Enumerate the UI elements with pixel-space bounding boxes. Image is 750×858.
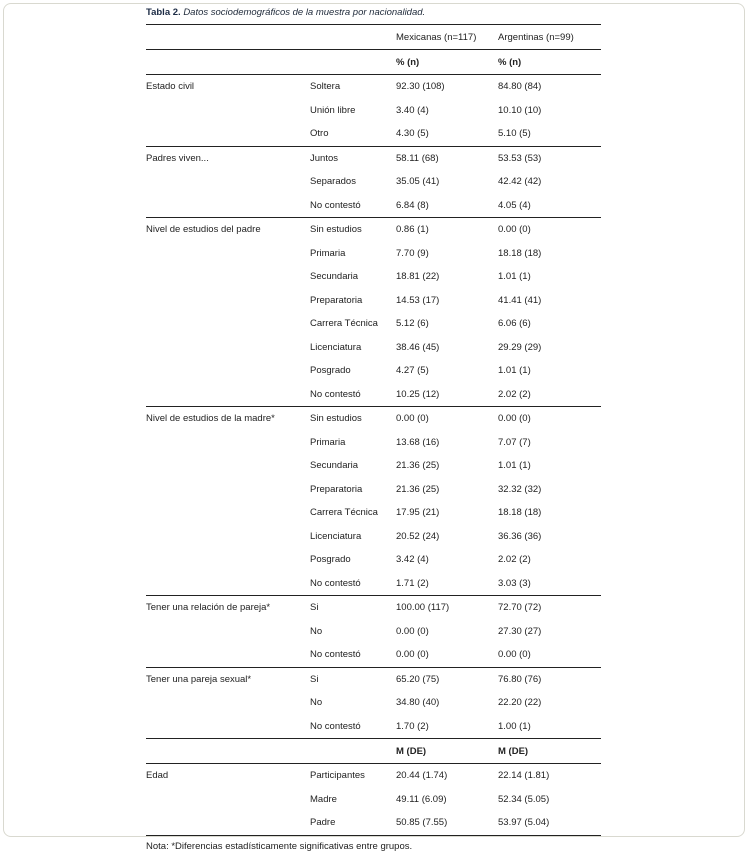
table-note: Nota: *Diferencias estadísticamente significativas entre grupos. — [146, 840, 413, 852]
category-label: Otro — [310, 128, 329, 140]
value-argentinas: 5.10 (5) — [498, 128, 531, 140]
mean-header-mexicanas: M (DE) — [396, 739, 498, 764]
table-row — [146, 289, 601, 313]
category-label: Licenciatura — [310, 341, 362, 353]
category-label: No — [310, 625, 323, 637]
category-label: Separados — [310, 176, 356, 188]
value-mexicanas: 7.70 (9) — [396, 247, 429, 259]
value-argentinas: 6.06 (6) — [498, 318, 531, 330]
table-row — [146, 99, 601, 123]
category-label: Primaria — [310, 436, 346, 448]
value-mexicanas: 20.52 (24) — [396, 530, 440, 542]
table-row — [146, 811, 601, 835]
table-row — [146, 383, 601, 407]
caption-title: Datos sociodemográficos de la muestra por nacionalidad. — [183, 7, 426, 18]
value-mexicanas: 1.71 (2) — [396, 577, 429, 589]
table-row — [146, 122, 601, 146]
variable-label: Nivel de estudios del padre — [146, 218, 310, 242]
category-label: Preparatoria — [310, 483, 363, 495]
value-argentinas: 1.01 (1) — [498, 365, 531, 377]
table-row — [146, 265, 601, 289]
category-label: Si — [310, 596, 396, 620]
table-row — [146, 170, 601, 194]
value-argentinas: 32.32 (32) — [498, 483, 542, 495]
value-mexicanas: 21.36 (25) — [396, 483, 440, 495]
value-mexicanas: 17.95 (21) — [396, 507, 440, 519]
table-row — [146, 764, 601, 788]
value-mexicanas: 0.86 (1) — [396, 218, 498, 242]
header-row-groups — [146, 25, 601, 50]
category-label: No contestó — [310, 720, 361, 732]
table-row — [146, 194, 601, 218]
value-argentinas: 53.97 (5.04) — [498, 817, 550, 829]
value-mexicanas: 5.12 (6) — [396, 318, 429, 330]
category-label: Secundaria — [310, 271, 359, 283]
value-mexicanas: 38.46 (45) — [396, 341, 440, 353]
value-argentinas: 27.30 (27) — [498, 625, 542, 637]
category-label: Posgrado — [310, 554, 351, 566]
value-argentinas: 72.70 (72) — [498, 596, 601, 620]
category-label: Madre — [310, 793, 337, 805]
value-mexicanas: 6.84 (8) — [396, 199, 429, 211]
caption-label: Tabla 2. — [146, 7, 181, 18]
header-row-units — [146, 50, 601, 75]
value-mexicanas: 4.27 (5) — [396, 365, 429, 377]
value-argentinas: 7.07 (7) — [498, 436, 531, 448]
table-row — [146, 336, 601, 360]
category-label: Secundaria — [310, 460, 359, 472]
table-row — [146, 667, 601, 691]
value-argentinas: 0.00 (0) — [498, 649, 531, 661]
table-row — [146, 501, 601, 525]
category-label: Licenciatura — [310, 530, 362, 542]
variable-label: Edad — [146, 764, 310, 788]
col-header-argentinas: Argentinas (n=99) — [498, 25, 601, 50]
value-argentinas: 18.18 (18) — [498, 247, 542, 259]
category-label: No — [310, 697, 323, 709]
table-row — [146, 643, 601, 667]
value-mexicanas: 58.11 (68) — [396, 146, 498, 170]
value-mexicanas: 0.00 (0) — [396, 649, 429, 661]
variable-label: Tener una pareja sexual* — [146, 667, 310, 691]
value-mexicanas: 50.85 (7.55) — [396, 817, 448, 829]
table-row — [146, 454, 601, 478]
category-label: Carrera Técnica — [310, 507, 378, 519]
value-mexicanas: 3.40 (4) — [396, 104, 429, 116]
value-argentinas: 0.00 (0) — [498, 407, 601, 431]
category-label: Unión libre — [310, 104, 356, 116]
table-row — [146, 359, 601, 383]
value-mexicanas: 21.36 (25) — [396, 460, 440, 472]
value-argentinas: 2.02 (2) — [498, 388, 531, 400]
value-argentinas: 3.03 (3) — [498, 577, 531, 589]
category-label: Carrera Técnica — [310, 318, 378, 330]
category-label: No contestó — [310, 577, 361, 589]
value-mexicanas: 20.44 (1.74) — [396, 764, 498, 788]
value-mexicanas: 18.81 (22) — [396, 271, 440, 283]
category-label: No contestó — [310, 199, 361, 211]
value-mexicanas: 35.05 (41) — [396, 176, 440, 188]
table-row — [146, 312, 601, 336]
category-label: Preparatoria — [310, 294, 363, 306]
value-argentinas: 52.34 (5.05) — [498, 793, 550, 805]
category-label: No contestó — [310, 388, 361, 400]
table-row — [146, 525, 601, 549]
value-mexicanas: 3.42 (4) — [396, 554, 429, 566]
value-argentinas: 18.18 (18) — [498, 507, 542, 519]
value-argentinas: 0.00 (0) — [498, 218, 601, 242]
table-row — [146, 407, 601, 431]
mean-header-argentinas: M (DE) — [498, 739, 601, 764]
value-mexicanas: 4.30 (5) — [396, 128, 429, 140]
value-argentinas: 2.02 (2) — [498, 554, 531, 566]
value-mexicanas: 0.00 (0) — [396, 407, 498, 431]
value-argentinas: 4.05 (4) — [498, 199, 531, 211]
value-mexicanas: 1.70 (2) — [396, 720, 429, 732]
table-row — [146, 620, 601, 644]
col-header-mexicanas: Mexicanas (n=117) — [396, 25, 498, 50]
header-row-means — [146, 739, 601, 764]
table-row — [146, 478, 601, 502]
table-row — [146, 691, 601, 715]
value-argentinas: 53.53 (53) — [498, 146, 601, 170]
value-argentinas: 22.14 (1.81) — [498, 764, 601, 788]
sociodemographic-table — [146, 24, 601, 835]
table-row — [146, 572, 601, 596]
category-label: Padre — [310, 817, 336, 829]
table-row — [146, 715, 601, 739]
value-mexicanas: 92.30 (108) — [396, 75, 498, 99]
category-label: Sin estudios — [310, 407, 396, 431]
value-argentinas: 36.36 (36) — [498, 530, 542, 542]
variable-label: Tener una relación de pareja* — [146, 596, 310, 620]
category-label: Primaria — [310, 247, 346, 259]
value-argentinas: 76.80 (76) — [498, 667, 601, 691]
value-mexicanas: 10.25 (12) — [396, 388, 440, 400]
category-label: No contestó — [310, 649, 361, 661]
table-row — [146, 242, 601, 266]
category-label: Si — [310, 667, 396, 691]
table-row — [146, 75, 601, 99]
value-mexicanas: 14.53 (17) — [396, 294, 440, 306]
value-mexicanas: 49.11 (6.09) — [396, 793, 447, 805]
value-mexicanas: 65.20 (75) — [396, 667, 498, 691]
value-argentinas: 22.20 (22) — [498, 697, 542, 709]
value-mexicanas: 0.00 (0) — [396, 625, 429, 637]
table-row — [146, 431, 601, 455]
value-mexicanas: 13.68 (16) — [396, 436, 440, 448]
table-row — [146, 548, 601, 572]
table-row — [146, 146, 601, 170]
value-mexicanas: 34.80 (40) — [396, 697, 440, 709]
value-argentinas: 1.01 (1) — [498, 271, 531, 283]
variable-label: Estado civil — [146, 75, 310, 99]
category-label: Participantes — [310, 764, 396, 788]
unit-header-mexicanas: % (n) — [396, 50, 498, 75]
table-caption — [146, 0, 601, 24]
table-row — [146, 218, 601, 242]
variable-label: Padres viven... — [146, 146, 310, 170]
category-label: Juntos — [310, 146, 396, 170]
category-label: Soltera — [310, 75, 396, 99]
value-argentinas: 84.80 (84) — [498, 75, 601, 99]
table-row — [146, 788, 601, 812]
value-argentinas: 1.01 (1) — [498, 460, 531, 472]
value-argentinas: 41.41 (41) — [498, 294, 542, 306]
variable-label: Nivel de estudios de la madre* — [146, 407, 310, 431]
value-argentinas: 10.10 (10) — [498, 104, 542, 116]
category-label: Sin estudios — [310, 218, 396, 242]
table-container — [146, 0, 601, 858]
table-row — [146, 596, 601, 620]
value-argentinas: 29.29 (29) — [498, 341, 542, 353]
value-argentinas: 1.00 (1) — [498, 720, 531, 732]
value-argentinas: 42.42 (42) — [498, 176, 542, 188]
category-label: Posgrado — [310, 365, 351, 377]
unit-header-argentinas: % (n) — [498, 50, 601, 75]
value-mexicanas: 100.00 (117) — [396, 596, 498, 620]
